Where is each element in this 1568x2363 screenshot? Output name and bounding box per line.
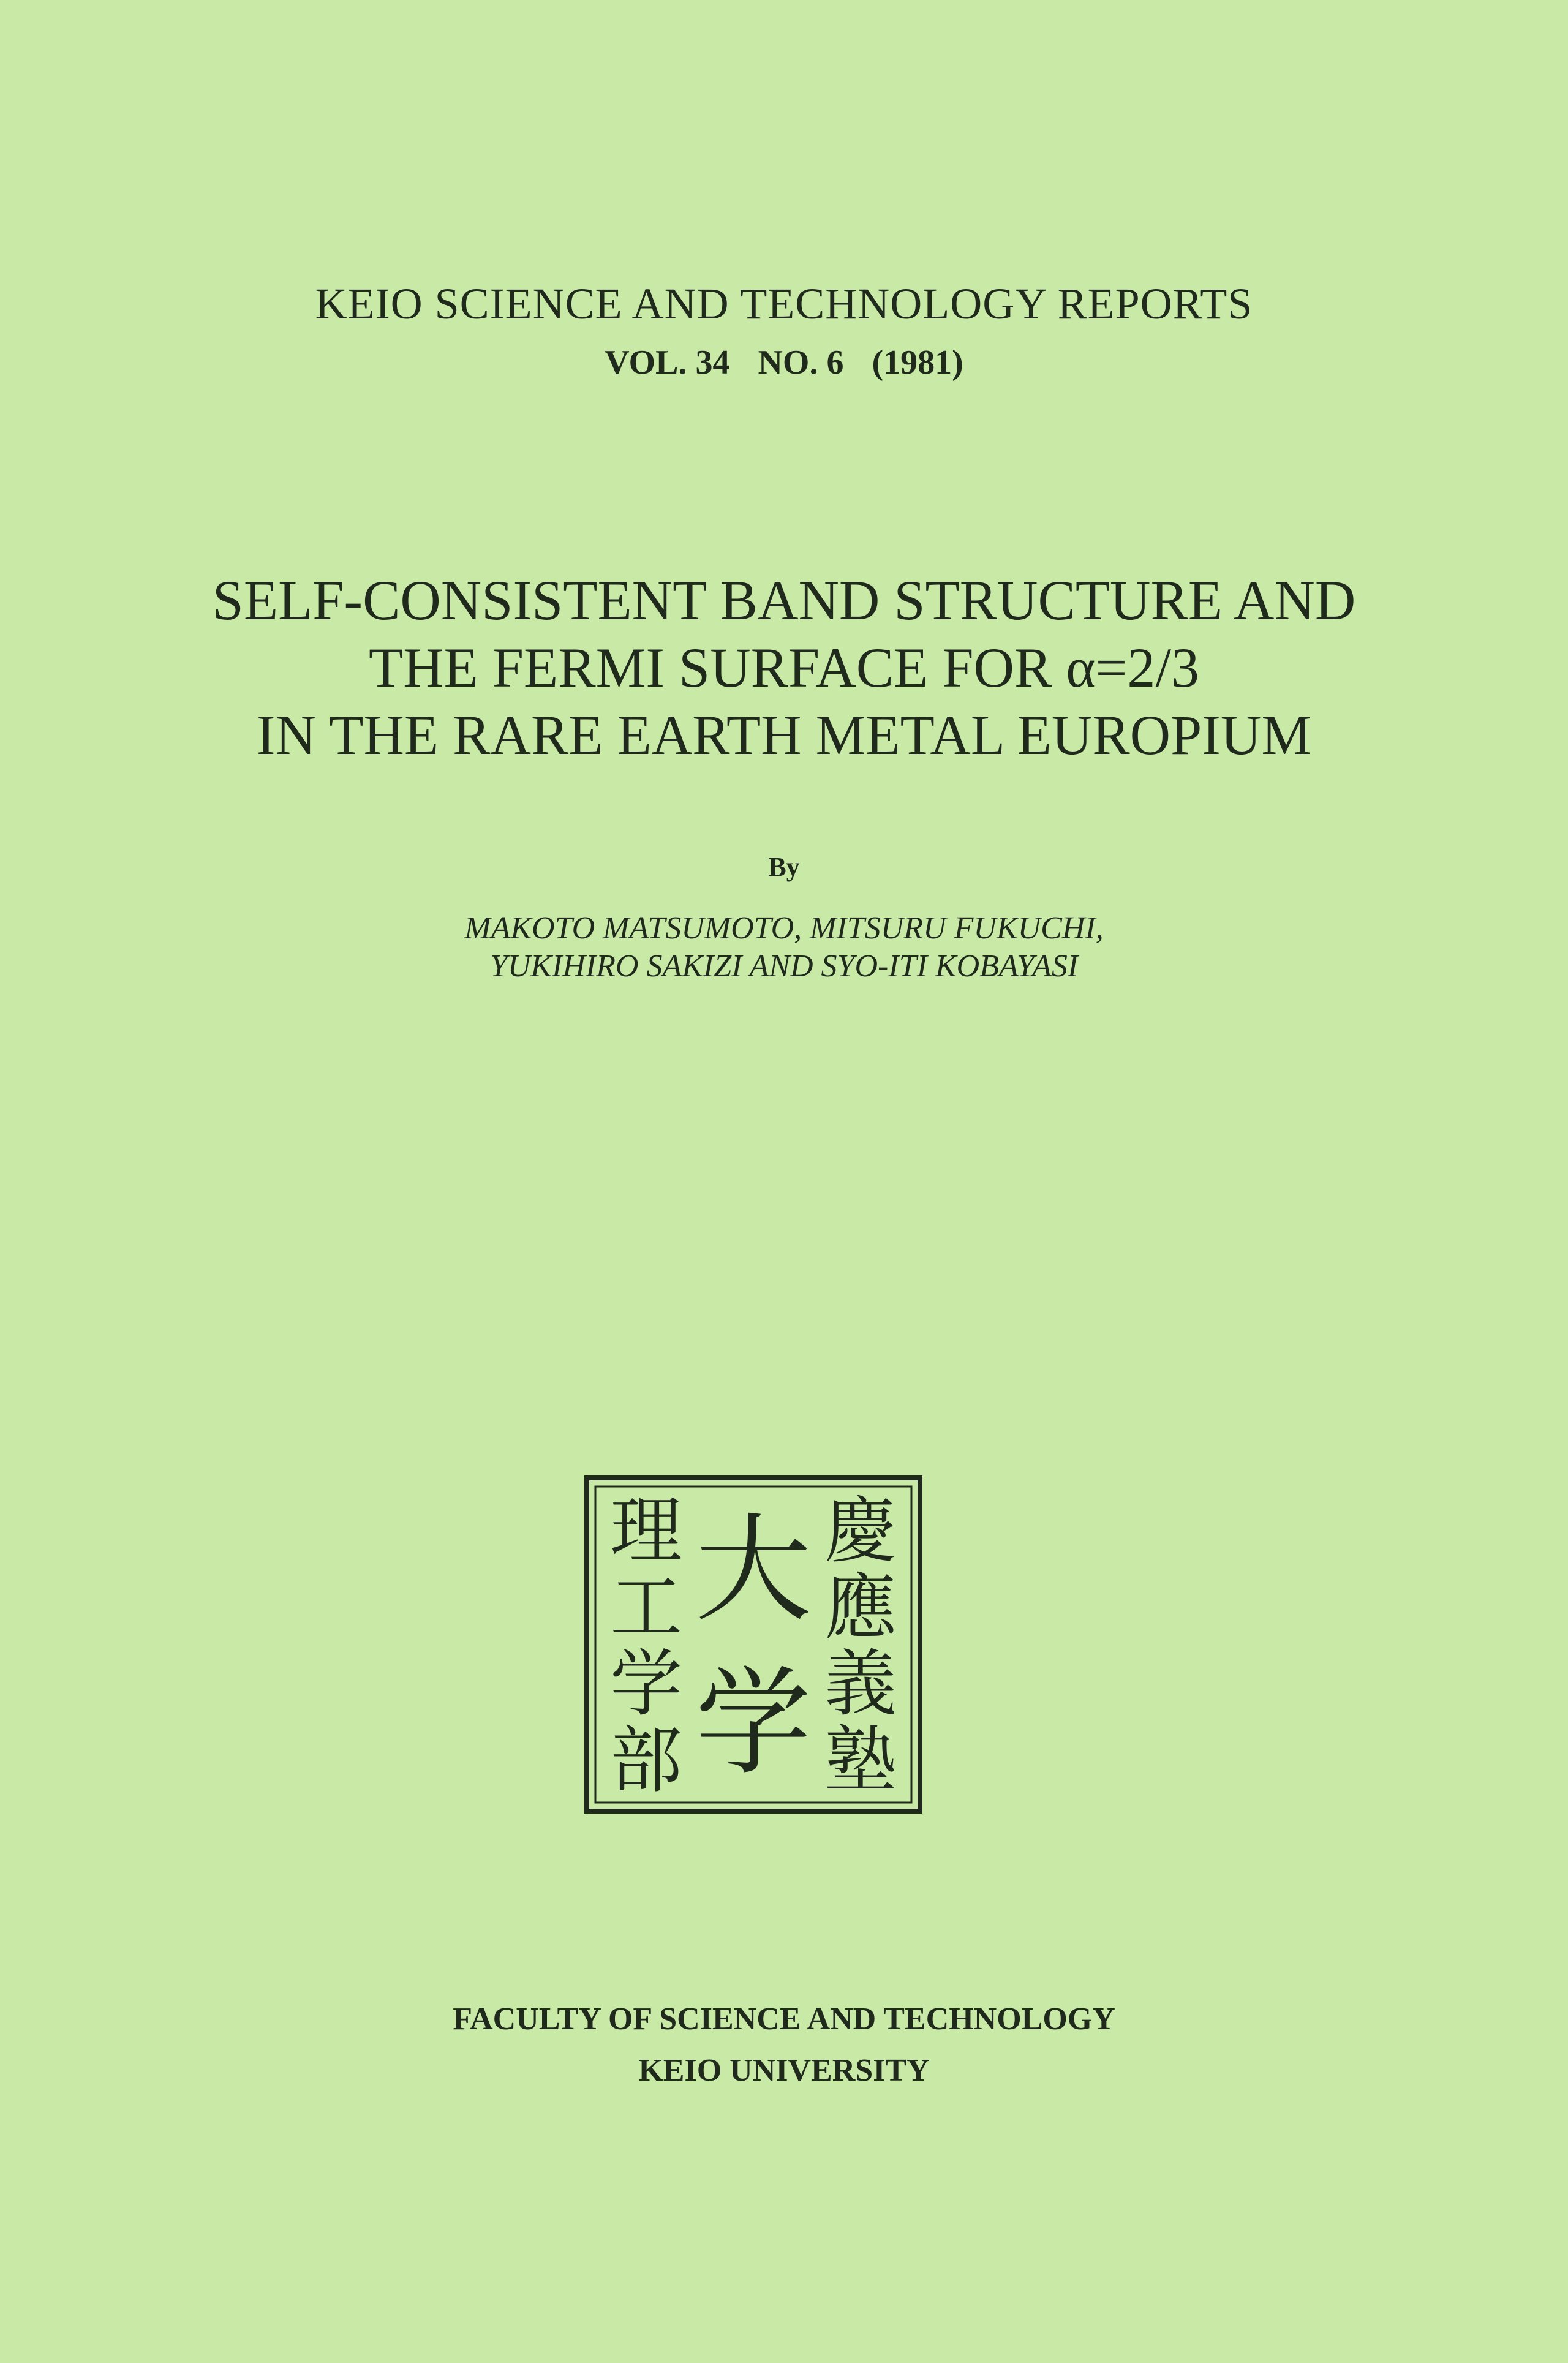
publisher-line-2: KEIO UNIVERSITY <box>638 2053 930 2088</box>
by-label: By <box>768 852 800 882</box>
publisher-line-1: FACULTY OF SCIENCE AND TECHNOLOGY <box>453 2002 1115 2037</box>
seal-character: 学 <box>695 1655 812 1791</box>
seal-character: 大 <box>695 1502 812 1638</box>
publisher <box>0 1994 1568 2097</box>
author-list <box>0 910 1568 986</box>
seal-character: 應 <box>824 1564 897 1649</box>
seal-character: 工 <box>609 1564 683 1649</box>
title-line-3: IN THE RARE EARTH METAL EUROPIUM <box>256 704 1312 766</box>
volume: VOL. 34 <box>605 344 730 382</box>
journal-title: KEIO SCIENCE AND TECHNOLOGY REPORTS <box>315 279 1253 328</box>
seal-character: 塾 <box>824 1717 897 1803</box>
issue-number: NO. 6 <box>758 344 844 382</box>
article-title <box>0 567 1568 769</box>
seal-character: 義 <box>824 1641 897 1726</box>
volume-line <box>0 343 1568 382</box>
title-line-1: SELF-CONSISTENT BAND STRUCTURE AND <box>212 569 1356 631</box>
authors-line-1: MAKOTO MATSUMOTO, MITSURU FUKUCHI, <box>464 911 1104 946</box>
seal-character: 理 <box>609 1488 683 1573</box>
title-line-2: THE FERMI SURFACE FOR α=2/3 <box>369 636 1199 699</box>
year: (1981) <box>872 344 963 382</box>
seal-stamp-icon <box>582 1473 925 1816</box>
seal-character: 部 <box>609 1717 683 1803</box>
seal-character: 学 <box>609 1641 683 1726</box>
authors-line-2: YUKIHIRO SAKIZI AND SYO-ITI KOBAYASI <box>489 949 1079 984</box>
seal-character: 慶 <box>824 1488 897 1573</box>
